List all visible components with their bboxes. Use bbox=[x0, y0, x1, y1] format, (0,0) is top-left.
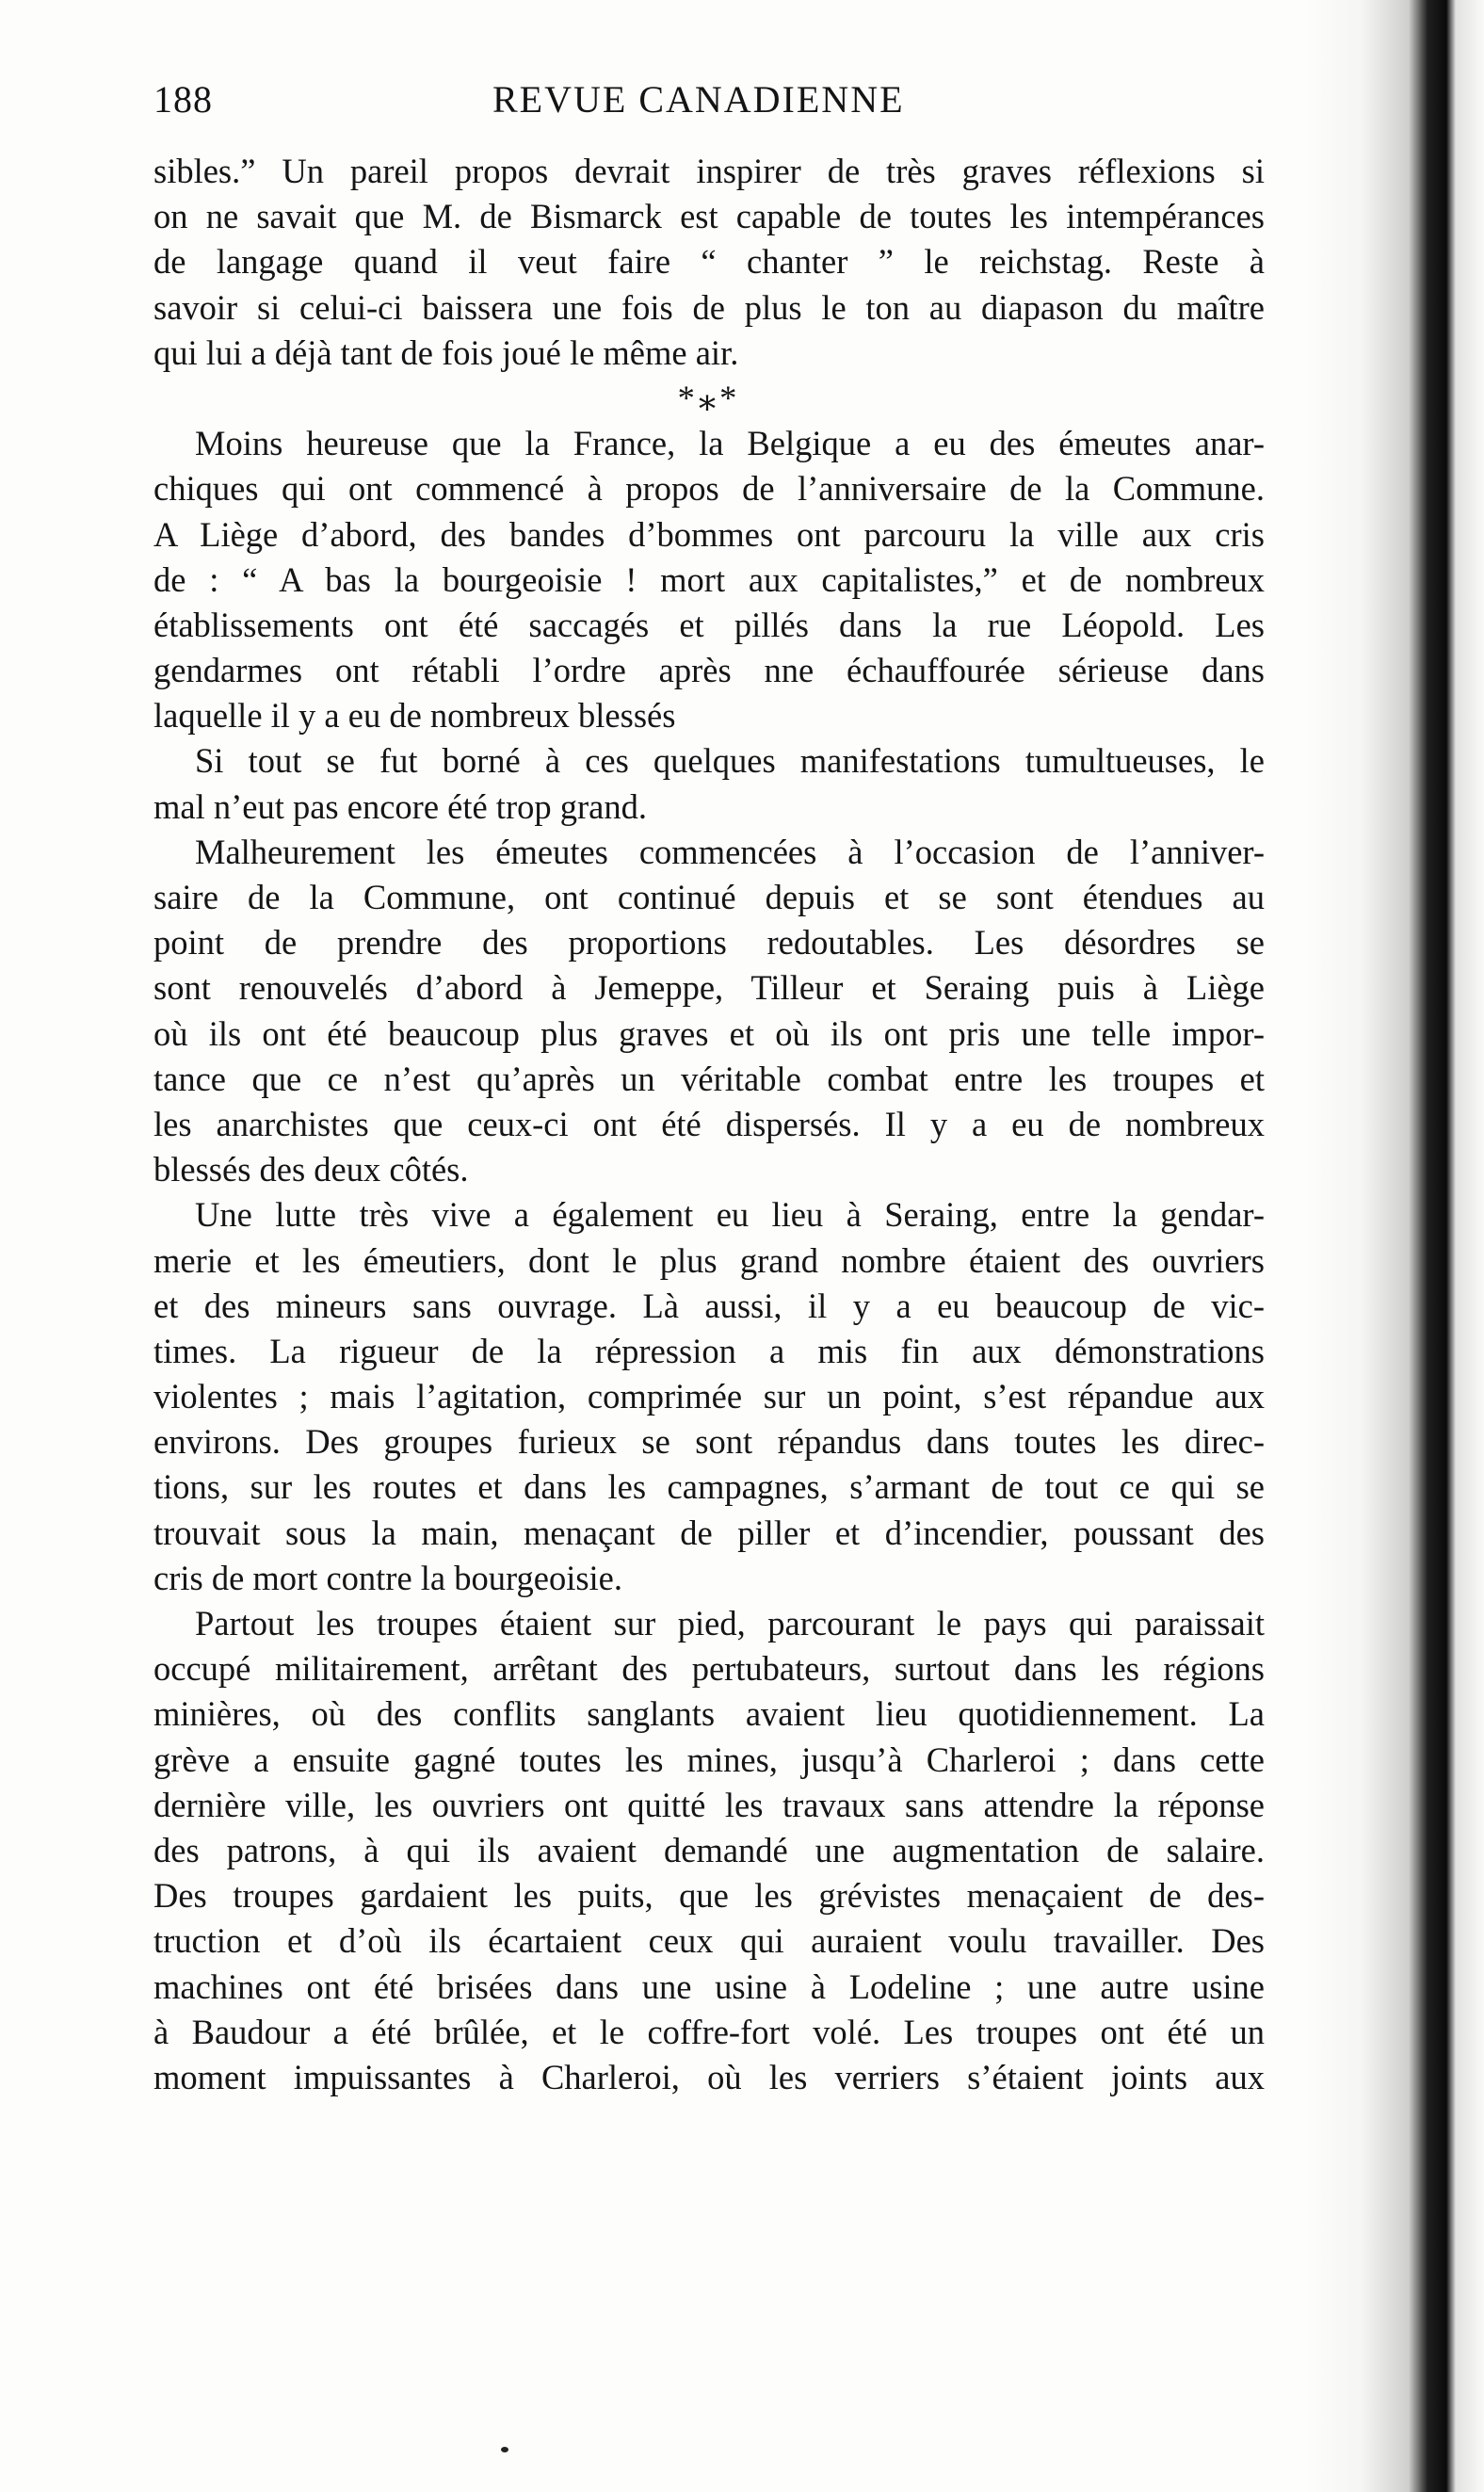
text-line: les anarchistes que ceux-ci ont été dispersés. Il y a eu de nombreux bbox=[153, 1104, 1265, 1143]
text-line: point de prendre des proportions redoutables. Les désordres se bbox=[153, 923, 1265, 963]
text-line: merie et les émeutiers, dont le plus grand nombre étaient des ouvriers bbox=[153, 1240, 1265, 1280]
text-line: sibles.” Un pareil propos devrait inspirer de très graves réflexions si bbox=[153, 152, 1265, 190]
section-separator: *⁎* bbox=[677, 378, 741, 417]
text-line: on ne savait que M. de Bismarck est capable de toutes les intempérances bbox=[153, 197, 1265, 236]
text-line: sont renouvelés d’abord à Jemeppe, Tilleur et Seraing puis à Liège bbox=[153, 968, 1265, 1008]
text-line: laquelle il y a eu de nombreux blessés bbox=[153, 696, 676, 736]
text-line: des patrons, à qui ils avaient demandé une augmentation de salaire. bbox=[153, 1830, 1265, 1869]
body-text bbox=[153, 149, 1265, 2100]
text-line: occupé militairement, arrêtant des pertubateurs, surtout dans les régions bbox=[153, 1649, 1265, 1689]
text-line: qui lui a déjà tant de fois joué le même air. bbox=[153, 332, 739, 372]
text-line: environs. Des groupes furieux se sont répandus dans toutes les direc- bbox=[153, 1422, 1265, 1462]
text-line: de : “ A bas la bourgeoisie ! mort aux capitalistes,” et de nombreux bbox=[153, 559, 1265, 599]
text-line: times. La rigueur de la répression a mis fin aux démonstrations bbox=[153, 1331, 1265, 1370]
text-line: Des troupes gardaient les puits, que les grévistes menaçaient de des- bbox=[153, 1876, 1265, 1916]
text-line: tance que ce n’est qu’après un véritable combat entre les troupes et bbox=[153, 1059, 1265, 1098]
page-number: 188 bbox=[153, 78, 213, 121]
text-line: établissements ont été saccagés et pillés dans la rue Léopold. Les bbox=[153, 605, 1265, 644]
text-line: Malheurement les émeutes commencées à l’occasion de l’anniver- bbox=[195, 832, 1265, 871]
text-line: saire de la Commune, ont continué depuis et se sont étendues au bbox=[153, 878, 1265, 916]
text-line: truction et d’où ils écartaient ceux qui auraient voulu travailler. Des bbox=[153, 1921, 1265, 1961]
text-line: machines ont été brisées dans une usine à Lodeline ; une autre usine bbox=[153, 1966, 1265, 2006]
text-line: gendarmes ont rétabli l’ordre après nne échauffourée sérieuse dans bbox=[153, 651, 1265, 690]
scan-binding-edge bbox=[1305, 0, 1484, 2492]
text-line: chiques qui ont commencé à propos de l’anniversaire de la Commune. bbox=[153, 469, 1265, 509]
page-header bbox=[153, 77, 1265, 134]
text-line: où ils ont été beaucoup plus graves et où ils ont pris une telle impor- bbox=[153, 1013, 1265, 1053]
text-line: moment impuissantes à Charleroi, où les verriers s’étaient joints aux bbox=[153, 2057, 1265, 2096]
text-line: et des mineurs sans ouvrage. Là aussi, il y a eu beaucoup de vic- bbox=[153, 1286, 1265, 1325]
text-line: A Liège d’abord, des bandes d’bommes ont parcouru la ville aux cris bbox=[153, 514, 1265, 554]
text-line: Une lutte très vive a également eu lieu à Seraing, entre la gendar- bbox=[195, 1195, 1265, 1235]
text-line: savoir si celui-ci baissera une fois de plus le ton au diapason du maître bbox=[153, 287, 1265, 327]
running-head: REVUE CANADIENNE bbox=[492, 78, 905, 121]
text-line: violentes ; mais l’agitation, comprimée sur un point, s’est répandue aux bbox=[153, 1377, 1265, 1416]
text-line: dernière ville, les ouvriers ont quitté les travaux sans attendre la réponse bbox=[153, 1785, 1265, 1824]
text-line: blessés des deux côtés. bbox=[153, 1150, 469, 1189]
text-line: Moins heureuse que la France, la Belgique a eu des émeutes anar- bbox=[195, 424, 1265, 463]
text-line: grève a ensuite gagné toutes les mines, jusqu’à Charleroi ; dans cette bbox=[153, 1740, 1265, 1779]
text-line: minières, où des conflits sanglants avaient lieu quotidiennement. La bbox=[153, 1694, 1265, 1734]
ink-speck bbox=[501, 2447, 508, 2452]
text-line: tions, sur les routes et dans les campagnes, s’armant de tout ce qui se bbox=[153, 1467, 1265, 1507]
text-line: Partout les troupes étaient sur pied, parcourant le pays qui paraissait bbox=[195, 1604, 1265, 1642]
text-line: mal n’eut pas encore été trop grand. bbox=[153, 786, 647, 826]
text-line: de langage quand il veut faire “ chanter ” le reichstag. Reste à bbox=[153, 242, 1265, 282]
text-line: trouvait sous la main, menaçant de piller et d’incendier, poussant des bbox=[153, 1513, 1265, 1552]
text-line: à Baudour a été brûlée, et le coffre-fort volé. Les troupes ont été un bbox=[153, 2012, 1265, 2051]
text-line: Si tout se fut borné à ces quelques manifestations tumultueuses, le bbox=[195, 741, 1265, 781]
text-line: cris de mort contre la bourgeoisie. bbox=[153, 1558, 623, 1597]
